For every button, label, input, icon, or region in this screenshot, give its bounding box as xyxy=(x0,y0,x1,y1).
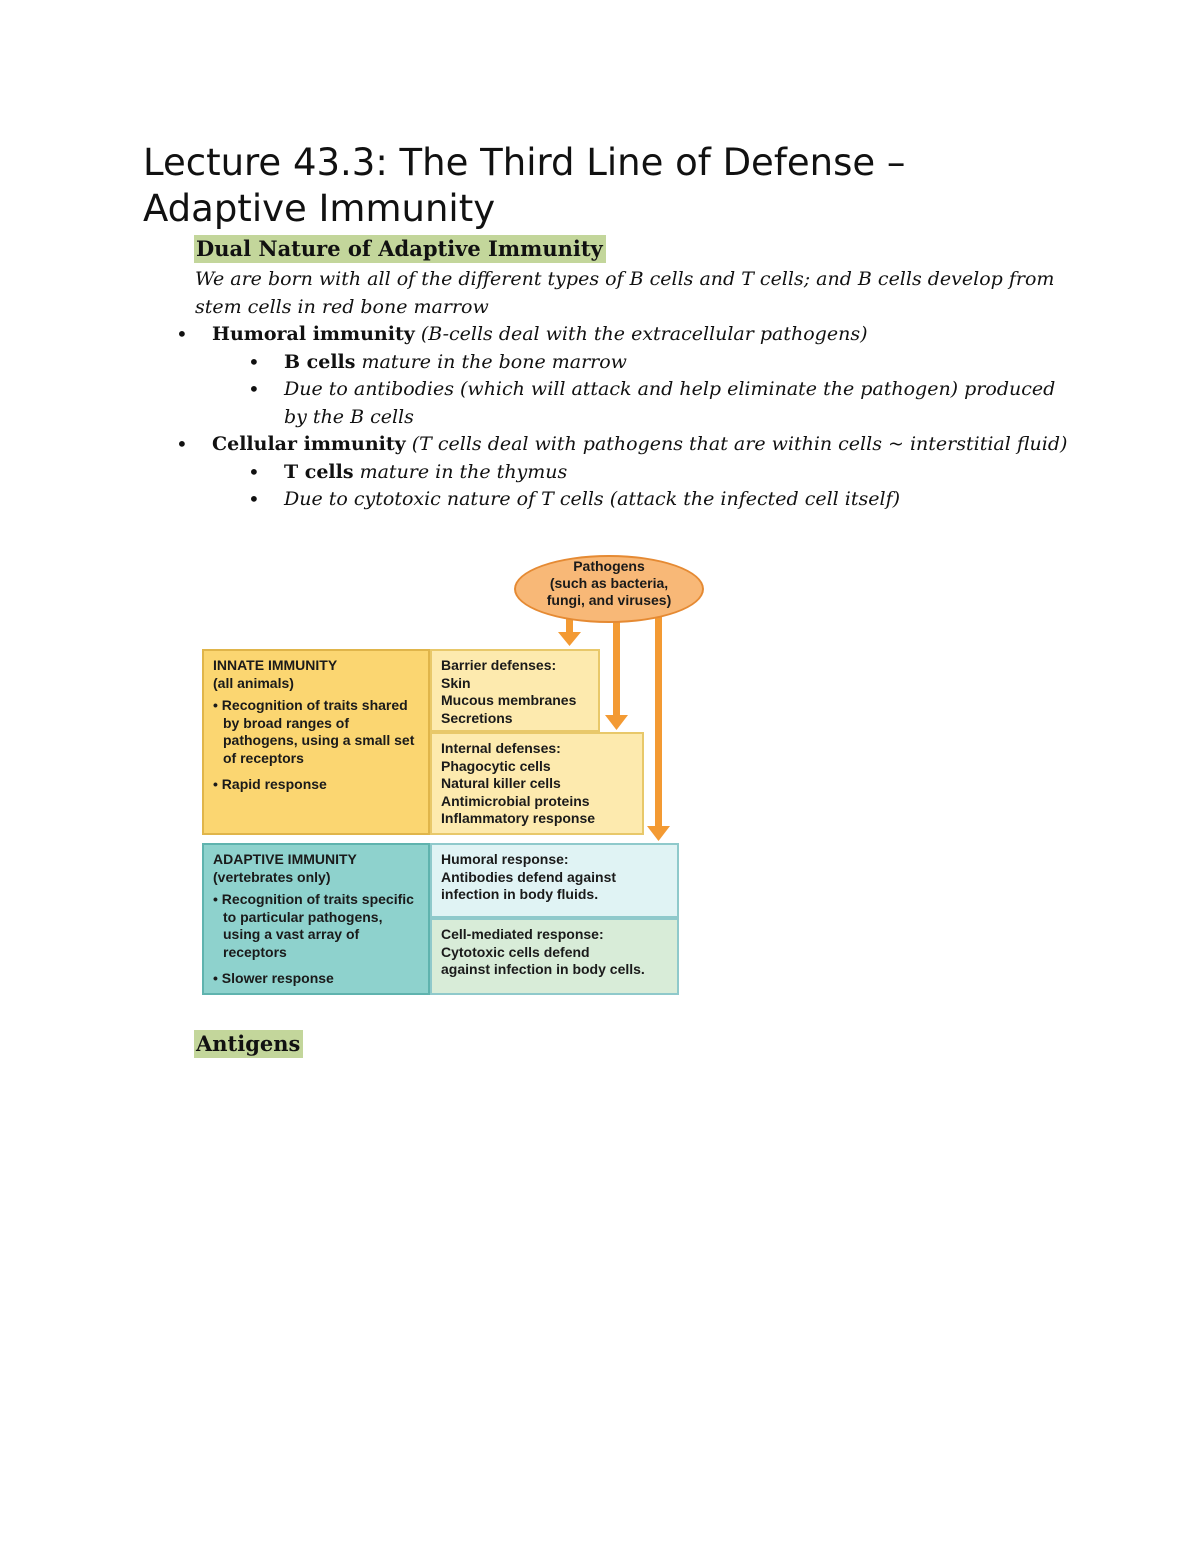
barrier-line: Barrier defenses: xyxy=(441,657,557,673)
item-italic: Due to antibodies (which will attack and help eliminate the pathogen) produced by the B cells xyxy=(284,378,1056,428)
pathogens-line: (such as bacteria, xyxy=(549,575,669,591)
bullet-icon: • xyxy=(248,349,260,374)
bullet-icon: • xyxy=(248,459,260,484)
barrier-line: Mucous membranes xyxy=(441,692,577,708)
item-italic: (T cells deal with pathogens that are within cells ~ interstitial fluid) xyxy=(405,433,1068,455)
cellmed-line: Cytotoxic cells defend xyxy=(441,943,590,960)
bullet-list xyxy=(170,321,1070,514)
bullet-icon: • xyxy=(248,487,260,511)
adaptive-subtitle: (vertebrates only) xyxy=(213,868,331,885)
arrow-to-internal xyxy=(605,615,628,730)
bullet-icon: • xyxy=(248,377,260,401)
intro-text: We are born with all of the different types of B cells and T cells; and B cells develop from stem cells in red bone marrow xyxy=(195,268,1055,318)
barrier-defenses-box xyxy=(430,649,600,732)
title-line-1: Lecture 43.3: The Third Line of Defense – xyxy=(143,141,906,184)
section-heading-dual-nature: Dual Nature of Adaptive Immunity xyxy=(194,235,606,263)
adaptive-bullet: • Slower response xyxy=(213,970,334,986)
humoral-response-box xyxy=(430,843,679,918)
item-bold: Cellular immunity xyxy=(212,433,406,455)
bullet-icon: • xyxy=(176,322,188,346)
internal-line: Antimicrobial proteins xyxy=(441,792,590,809)
list-item xyxy=(242,349,1070,377)
innate-bullet: • Recognition of traits shared by broad ranges of pathogens, using a small set of receptors xyxy=(213,697,415,766)
adaptive-immunity-box xyxy=(202,843,430,995)
barrier-line: Skin xyxy=(441,674,471,691)
page-title xyxy=(143,140,1103,232)
list-item xyxy=(242,376,1070,431)
internal-defenses-box xyxy=(430,732,644,835)
item-italic: Due to cytotoxic nature of T cells (attack the infected cell itself) xyxy=(284,488,901,510)
sub-list xyxy=(212,459,1070,514)
arrow-to-adaptive xyxy=(647,615,670,841)
list-item xyxy=(170,431,1070,514)
title-line-2: Adaptive Immunity xyxy=(143,187,496,230)
item-bold: Humoral immunity xyxy=(212,323,415,345)
internal-line: Internal defenses: xyxy=(441,740,561,756)
innate-title: INNATE IMMUNITY xyxy=(213,657,338,673)
barrier-line: Secretions xyxy=(441,709,513,726)
humoral-line: Humoral response: xyxy=(441,851,569,867)
innate-bullet: • Rapid response xyxy=(213,776,327,792)
internal-line: Natural killer cells xyxy=(441,775,561,791)
list-item xyxy=(170,321,1070,431)
internal-line: Phagocytic cells xyxy=(441,757,551,774)
bullet-icon: • xyxy=(176,432,188,456)
section-heading-antigens: Antigens xyxy=(194,1030,303,1058)
pathogens-line: fungi, and viruses) xyxy=(546,592,672,608)
adaptive-bullet: • Recognition of traits specific to particular pathogens, using a vast array of receptors xyxy=(213,891,414,960)
pathogens-oval xyxy=(514,555,704,623)
immunity-diagram xyxy=(200,555,710,1000)
internal-line: Inflammatory response xyxy=(441,810,596,826)
humoral-line: infection in body fluids. xyxy=(441,886,599,902)
item-italic: (B-cells deal with the extracellular pathogens) xyxy=(414,323,868,345)
list-item xyxy=(242,459,1070,487)
cellmed-line: against infection in body cells. xyxy=(441,961,645,977)
item-bold: B cells xyxy=(284,350,356,373)
item-italic: mature in the bone marrow xyxy=(355,350,627,373)
innate-subtitle: (all animals) xyxy=(213,674,294,691)
arrow-to-barrier xyxy=(558,619,581,646)
item-bold: T cells xyxy=(284,460,354,483)
adaptive-title: ADAPTIVE IMMUNITY xyxy=(213,851,357,867)
item-italic: mature in the thymus xyxy=(353,460,568,483)
humoral-line: Antibodies defend against xyxy=(441,868,617,885)
cell-mediated-response-box xyxy=(430,918,679,995)
innate-immunity-box xyxy=(202,649,430,835)
pathogens-line: Pathogens xyxy=(573,558,645,574)
cellmed-line: Cell-mediated response: xyxy=(441,926,604,942)
sub-list xyxy=(212,349,1070,432)
list-item xyxy=(242,486,1070,514)
